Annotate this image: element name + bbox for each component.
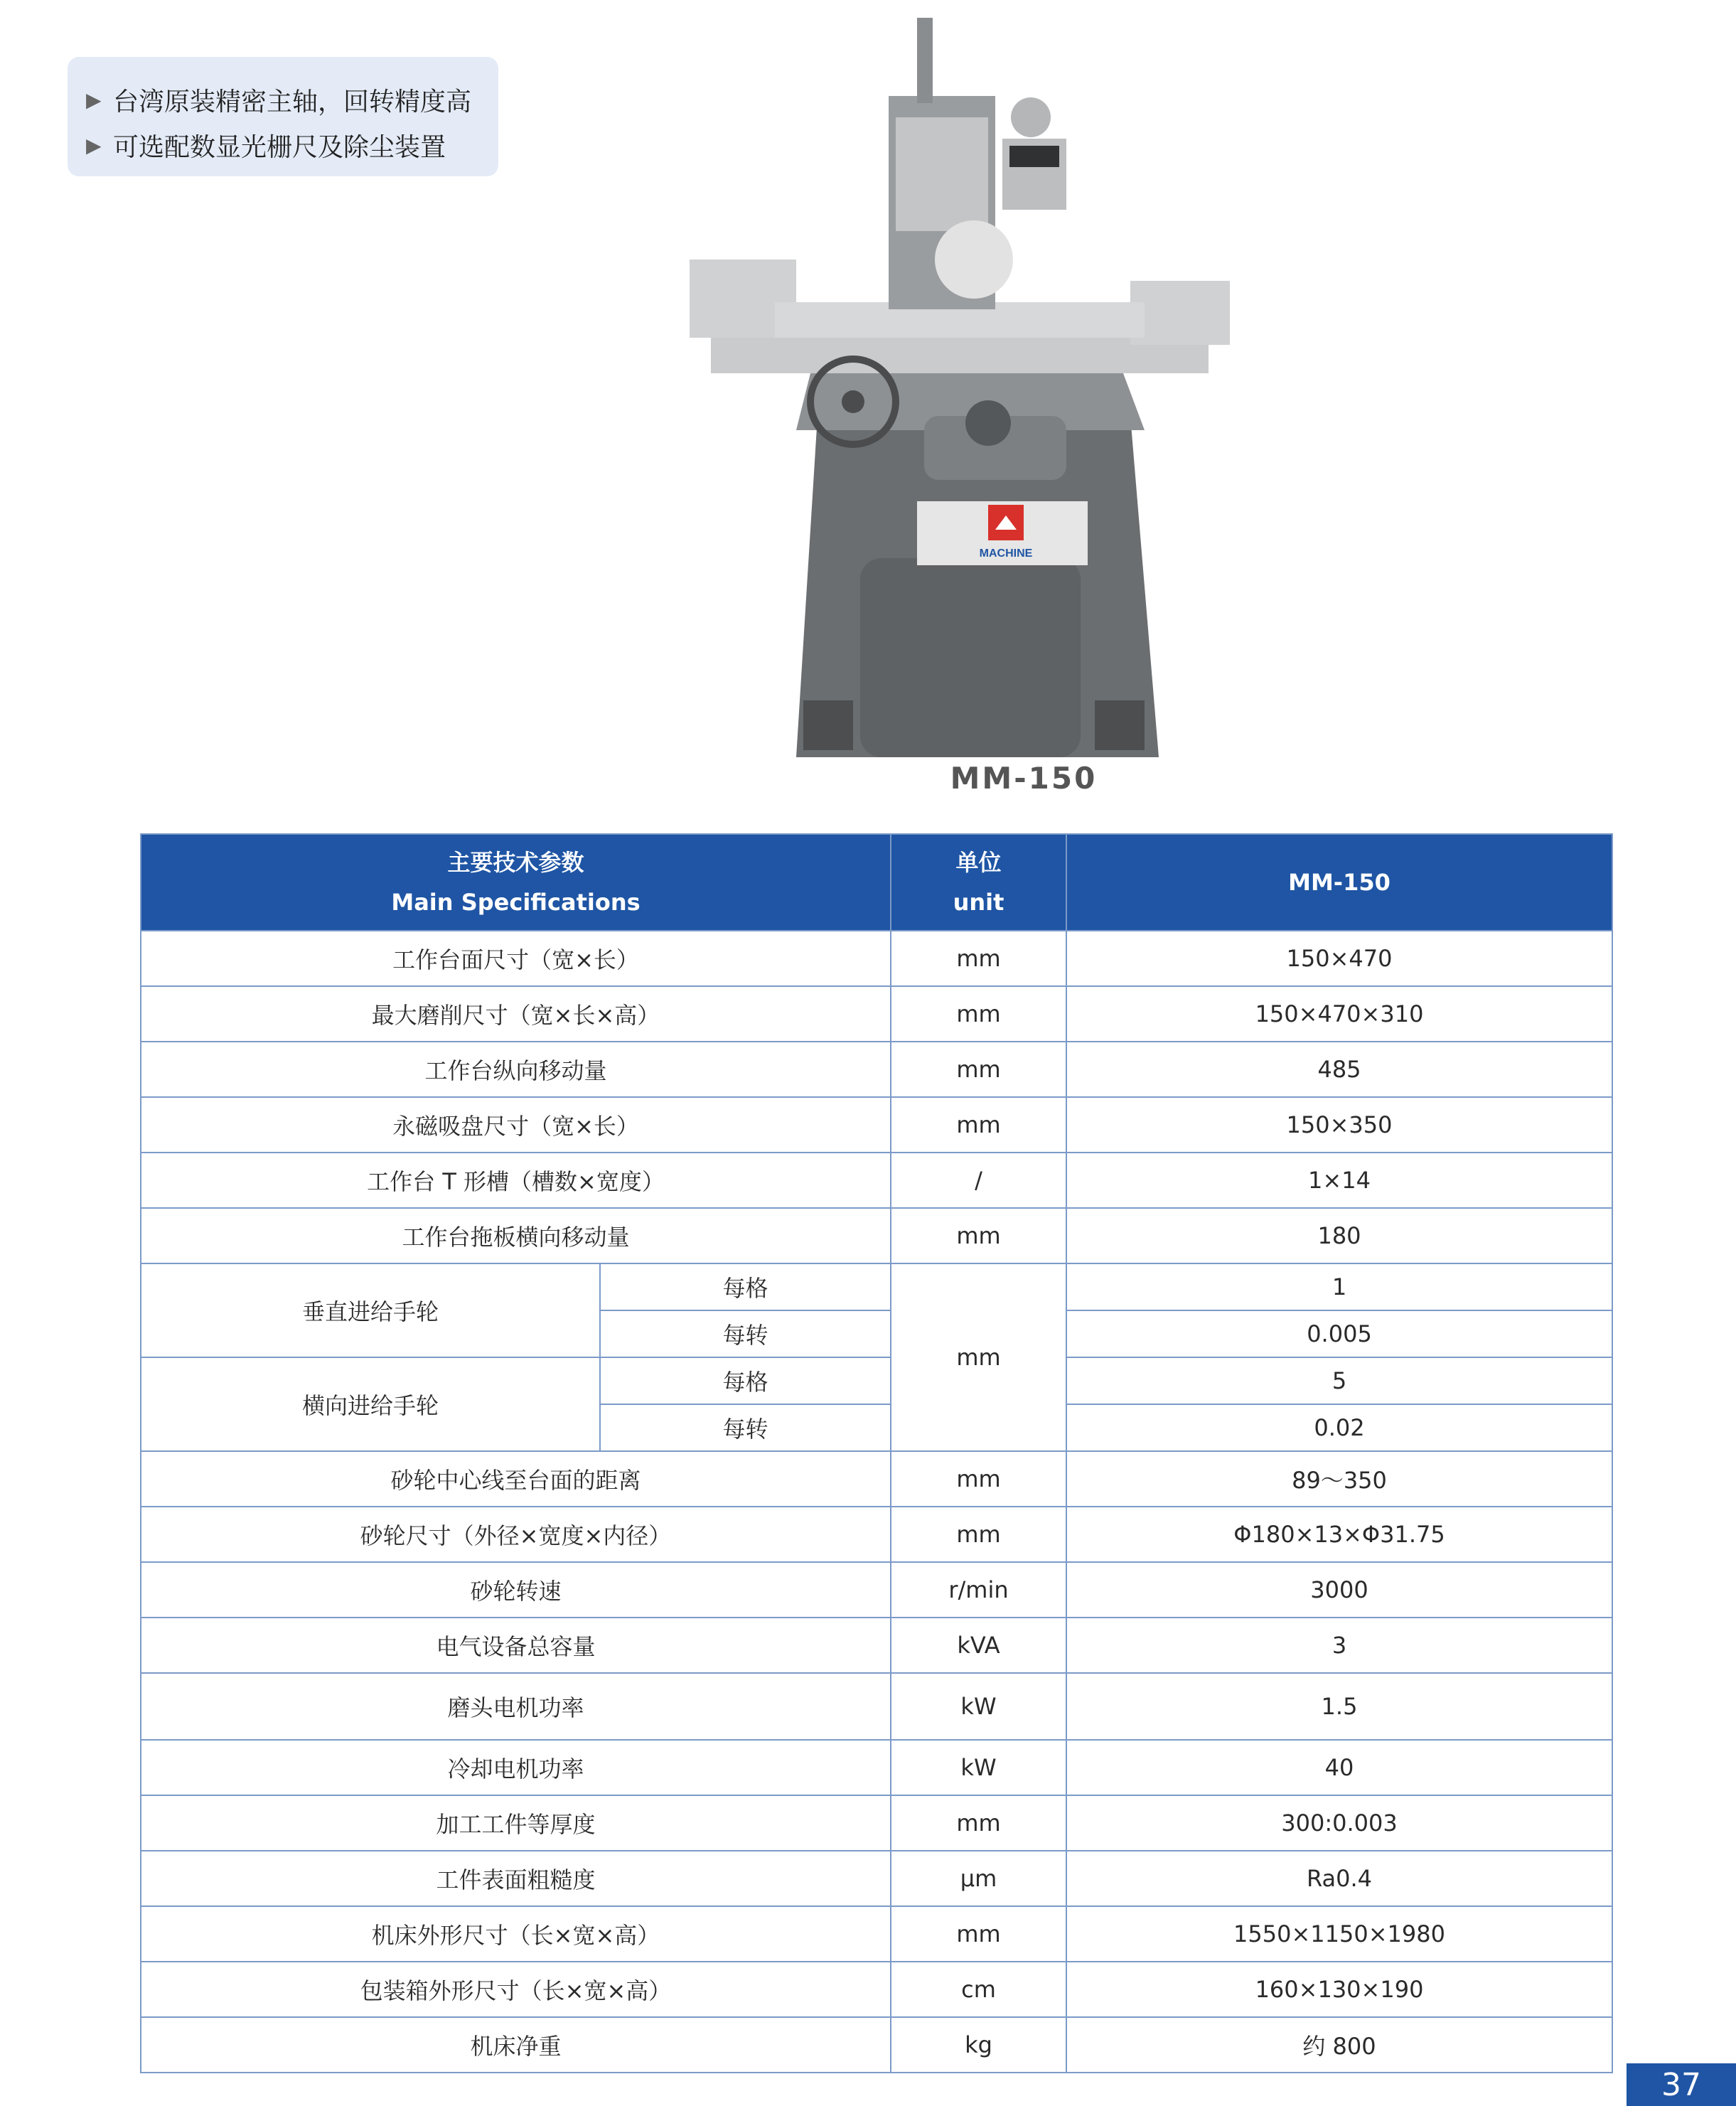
handwheel-hub <box>842 390 864 413</box>
spec-name: 砂轮尺寸（外径×宽度×内径） <box>141 1507 891 1562</box>
table-row <box>141 1962 1612 2017</box>
table-row <box>141 1562 1612 1618</box>
table-row <box>141 986 1612 1042</box>
spec-value: 1550×1150×1980 <box>1066 1906 1612 1962</box>
handwheel-small-icon <box>965 400 1011 446</box>
spec-unit: mm <box>891 986 1066 1042</box>
spec-unit: mm <box>891 1263 1066 1451</box>
spec-name: 工作台拖板横向移动量 <box>141 1208 891 1263</box>
spec-name: 砂轮转速 <box>141 1562 891 1618</box>
spec-unit: mm <box>891 1042 1066 1097</box>
base-recess <box>860 558 1081 757</box>
table-row <box>141 2017 1612 2073</box>
spec-unit: cm <box>891 1962 1066 2017</box>
spec-value: 485 <box>1066 1042 1612 1097</box>
table-row <box>141 1263 1612 1310</box>
header-unit <box>891 834 1066 931</box>
spec-value: 150×470 <box>1066 931 1612 986</box>
spec-value: 89～350 <box>1066 1451 1612 1507</box>
logo-text: MACHINE <box>979 547 1033 560</box>
feature-text: 可选配数显光栅尺及除尘装置 <box>113 132 446 162</box>
readout-screen <box>1009 146 1059 167</box>
spec-name: 电气设备总容量 <box>141 1618 891 1673</box>
table-row <box>141 1673 1612 1740</box>
spec-value: 约 800 <box>1066 2017 1612 2073</box>
table-header-row <box>141 834 1612 931</box>
feature-item <box>86 77 498 122</box>
base-foot <box>803 700 853 750</box>
feature-item <box>86 122 498 168</box>
spec-unit: kW <box>891 1673 1066 1740</box>
table-row <box>141 1618 1612 1673</box>
triangle-bullet-icon: ▶ <box>86 87 102 112</box>
page-number: 37 <box>1627 2063 1736 2106</box>
spec-table <box>140 833 1613 2073</box>
elevation-handwheel-icon <box>1011 97 1051 137</box>
header-param-cn: 主要技术参数 <box>447 849 584 876</box>
table-row <box>141 1507 1612 1562</box>
table-row <box>141 1357 1612 1404</box>
spec-unit: μm <box>891 1851 1066 1906</box>
spec-name: 加工工件等厚度 <box>141 1795 891 1851</box>
handwheel-sub-label: 每转 <box>600 1404 891 1451</box>
spec-unit: mm <box>891 1795 1066 1851</box>
table-row <box>141 1153 1612 1208</box>
table-guard-right <box>1130 281 1230 345</box>
column-rod <box>917 18 933 103</box>
handwheel-sub-label: 每转 <box>600 1310 891 1357</box>
spec-name: 最大磨削尺寸（宽×长×高） <box>141 986 891 1042</box>
spec-unit: r/min <box>891 1562 1066 1618</box>
spec-name: 砂轮中心线至台面的距离 <box>141 1451 891 1507</box>
table-row <box>141 1906 1612 1962</box>
spec-value: 0.005 <box>1066 1310 1612 1357</box>
spec-value: Φ180×13×Φ31.75 <box>1066 1507 1612 1562</box>
spec-name: 磨头电机功率 <box>141 1673 891 1740</box>
spec-value: 150×470×310 <box>1066 986 1612 1042</box>
handwheel-sub-label: 每格 <box>600 1263 891 1310</box>
spec-unit: kVA <box>891 1618 1066 1673</box>
spec-unit: / <box>891 1153 1066 1208</box>
base-foot <box>1095 700 1145 750</box>
spec-value: 40 <box>1066 1740 1612 1795</box>
spec-name: 机床净重 <box>141 2017 891 2073</box>
spec-name: 工作台纵向移动量 <box>141 1042 891 1097</box>
spec-name: 工作台 T 形槽（槽数×宽度） <box>141 1153 891 1208</box>
spindle-head <box>896 117 988 231</box>
grinding-wheel-guard <box>935 220 1013 299</box>
spec-value: 1.5 <box>1066 1673 1612 1740</box>
spec-unit: mm <box>891 1208 1066 1263</box>
feature-text: 台湾原装精密主轴，回转精度高 <box>113 87 472 117</box>
header-param-en: Main Specifications <box>391 889 641 916</box>
spec-name: 工件表面粗糙度 <box>141 1851 891 1906</box>
table-row <box>141 1851 1612 1906</box>
table-row <box>141 1451 1612 1507</box>
machine-photo <box>690 18 1230 771</box>
header-unit-en: unit <box>953 889 1004 916</box>
spec-name: 冷却电机功率 <box>141 1740 891 1795</box>
handwheel-sub-label: 每格 <box>600 1357 891 1404</box>
spec-value: 1 <box>1066 1263 1612 1310</box>
spec-name: 机床外形尺寸（长×宽×高） <box>141 1906 891 1962</box>
header-param <box>141 834 891 931</box>
header-model: MM-150 <box>1066 834 1612 931</box>
spec-value: 5 <box>1066 1357 1612 1404</box>
spec-value: 150×350 <box>1066 1097 1612 1153</box>
spec-value: Ra0.4 <box>1066 1851 1612 1906</box>
table-row <box>141 1208 1612 1263</box>
header-unit-cn: 单位 <box>955 849 1002 876</box>
spec-unit: mm <box>891 1097 1066 1153</box>
table-row <box>141 1097 1612 1153</box>
table-row <box>141 1042 1612 1097</box>
spec-value: 180 <box>1066 1208 1612 1263</box>
triangle-bullet-icon: ▶ <box>86 133 102 157</box>
feature-callout <box>68 57 498 176</box>
spec-name: 包装箱外形尺寸（长×宽×高） <box>141 1962 891 2017</box>
handwheel-group-name: 垂直进给手轮 <box>141 1263 600 1357</box>
table-row <box>141 1795 1612 1851</box>
spec-value: 1×14 <box>1066 1153 1612 1208</box>
table-row <box>141 1740 1612 1795</box>
spec-unit: mm <box>891 1906 1066 1962</box>
spec-value: 160×130×190 <box>1066 1962 1612 2017</box>
spec-unit: mm <box>891 931 1066 986</box>
spec-name: 工作台面尺寸（宽×长） <box>141 931 891 986</box>
spec-unit: kg <box>891 2017 1066 2073</box>
spec-unit: mm <box>891 1451 1066 1507</box>
model-caption: MM-150 <box>950 761 1098 796</box>
spec-name: 永磁吸盘尺寸（宽×长） <box>141 1097 891 1153</box>
spec-value: 3 <box>1066 1618 1612 1673</box>
spec-value: 300:0.003 <box>1066 1795 1612 1851</box>
spec-unit: kW <box>891 1740 1066 1795</box>
handwheel-group-name: 横向进给手轮 <box>141 1357 600 1451</box>
spec-unit: mm <box>891 1507 1066 1562</box>
table-row <box>141 931 1612 986</box>
spec-value: 3000 <box>1066 1562 1612 1618</box>
spec-value: 0.02 <box>1066 1404 1612 1451</box>
